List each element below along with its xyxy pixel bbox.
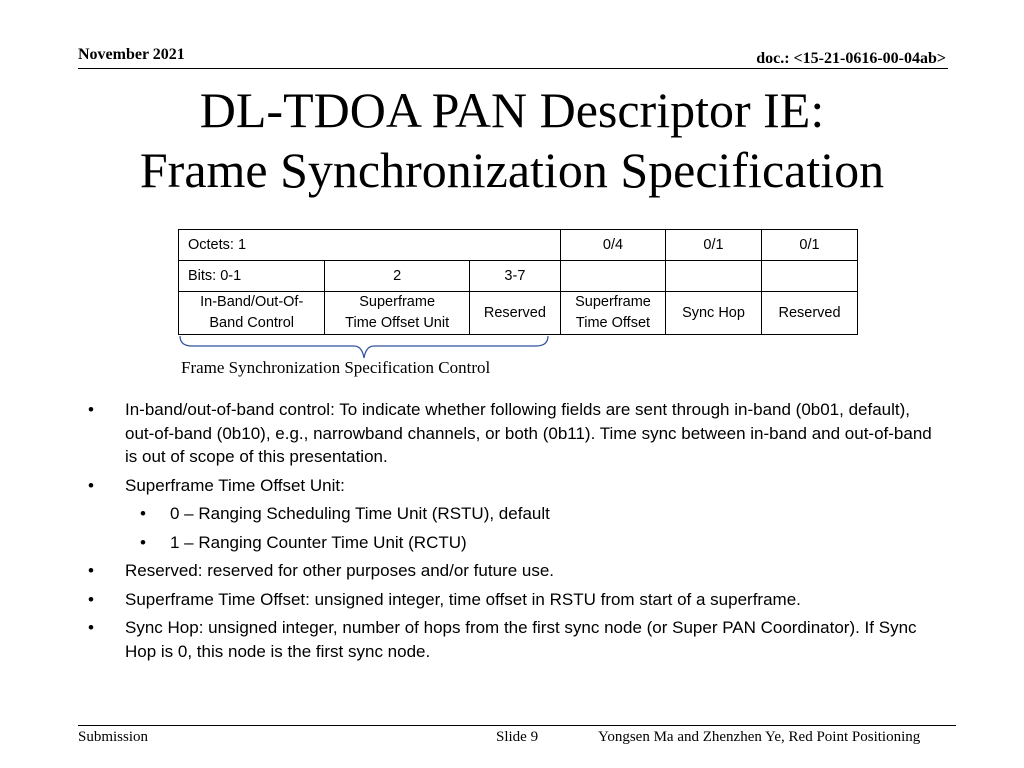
bullet-item — [88, 474, 938, 498]
bullet-icon: • — [88, 561, 94, 580]
footer-submission: Submission — [78, 729, 149, 745]
header-doc-id: doc.: <15-21-0616-00-04ab> — [756, 50, 946, 67]
footer-divider — [78, 725, 956, 726]
bullet-item — [88, 616, 938, 663]
bullet-item — [88, 559, 938, 583]
header-date: November 2021 — [78, 46, 185, 63]
footer-slide-number: Slide 9 — [496, 729, 539, 745]
table-row-octets — [179, 230, 858, 261]
bullet-icon: • — [88, 475, 94, 495]
bullet-text: Superframe Time Offset: unsigned integer, time offset in RSTU from start of a superframe. — [125, 589, 801, 609]
curly-brace-icon — [178, 334, 553, 360]
table-cell: Reserved — [469, 292, 560, 335]
table-cell: 0/1 — [762, 230, 858, 261]
table-row-bits — [179, 261, 858, 292]
slide-title — [0, 80, 1024, 200]
bullet-icon: • — [88, 618, 94, 637]
table-cell: 0/1 — [666, 230, 762, 261]
title-line-2: Frame Synchronization Specification — [139, 142, 885, 198]
table-cell: Superframe Time Offset — [561, 292, 666, 335]
table-cell: In-Band/Out-Of- Band Control — [179, 292, 325, 335]
table-cell: 3-7 — [469, 261, 560, 292]
table-cell: Octets: 1 — [179, 230, 561, 261]
field-format-table — [178, 229, 858, 335]
table-cell: 0/4 — [561, 230, 666, 261]
header-divider — [78, 68, 948, 69]
bullet-text: Superframe Time Offset Unit: — [125, 475, 345, 495]
bullet-icon: • — [140, 532, 146, 552]
bullet-item — [88, 531, 938, 555]
bullet-item — [88, 588, 938, 612]
brace-label: Frame Synchronization Specification Control — [181, 358, 491, 377]
table-cell: Sync Hop — [666, 292, 762, 335]
table-cell — [666, 261, 762, 292]
footer-authors: Yongsen Ma and Zhenzhen Ye, Red Point Positioning — [598, 729, 921, 745]
bullet-icon: • — [88, 400, 94, 419]
bullet-text: In-band/out-of-band control: To indicate whether following fields are sent through in-band (0b01, default), out-of-band (0b10), e.g., narrowband channels, or both (0b11). Time sync between in-band and out-of-band is out of scope of this presentation. — [125, 400, 932, 466]
bullet-icon: • — [88, 589, 94, 609]
table-cell: Superframe Time Offset Unit — [325, 292, 469, 335]
bullet-item — [88, 502, 938, 526]
bullet-list — [88, 398, 938, 668]
table-cell: Bits: 0-1 — [179, 261, 325, 292]
bullet-text: 1 – Ranging Counter Time Unit (RCTU) — [170, 532, 467, 552]
bullet-icon: • — [140, 504, 146, 523]
table-cell: 2 — [325, 261, 469, 292]
title-line-1: DL-TDOA PAN Descriptor IE: — [199, 82, 825, 138]
table-row-fields — [179, 292, 858, 335]
table-cell — [561, 261, 666, 292]
bullet-item — [88, 398, 938, 469]
bullet-text: Sync Hop: unsigned integer, number of hops from the first sync node (or Super PAN Coordinator). If Sync Hop is 0, this node is the first sync node. — [125, 618, 917, 661]
bullet-text: 0 – Ranging Scheduling Time Unit (RSTU), default — [170, 504, 550, 523]
table-cell: Reserved — [762, 292, 858, 335]
bullet-text: Reserved: reserved for other purposes and/or future use. — [125, 561, 555, 580]
table-cell — [762, 261, 858, 292]
